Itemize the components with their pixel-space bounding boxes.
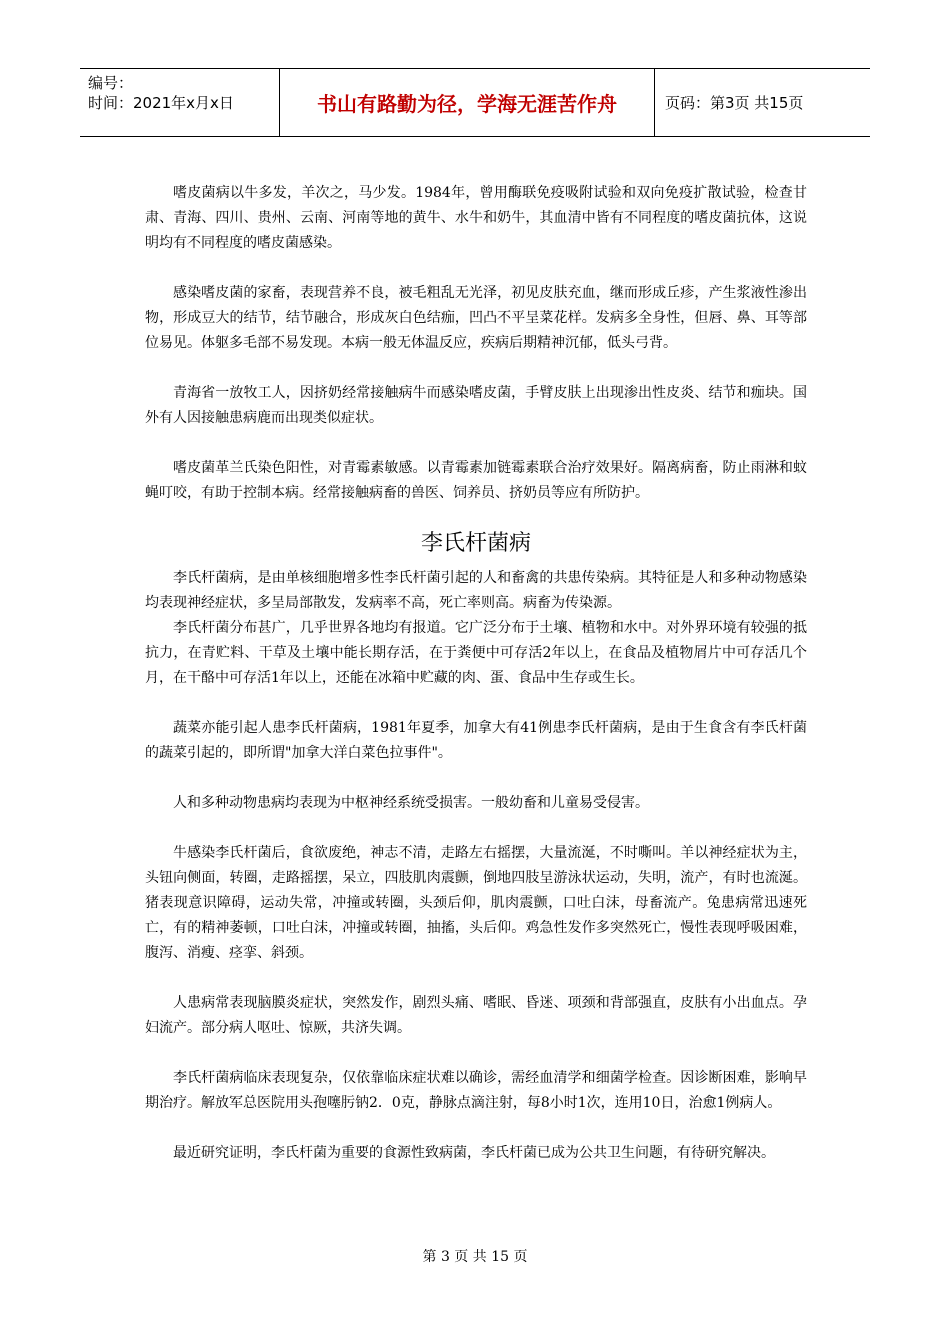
page-header <box>80 68 870 137</box>
paragraph: 嗜皮菌病以牛多发，羊次之，马少发。1984年，曾用酶联免疫吸附试验和双向免疫扩散试验，检查甘肃、青海、四川、贵州、云南、河南等地的黄牛、水牛和奶牛，其血清中皆有不同程度的嗜皮菌抗体，这说明均有不同程度的嗜皮菌感染。 <box>145 185 807 251</box>
header-motto: 书山有路勤为径，学海无涯苦作舟 <box>280 69 655 136</box>
header-meta <box>80 69 280 136</box>
date-label: 时间：2021年x月x日 <box>88 94 234 112</box>
page-footer: 第 3 页 共 15 页 <box>422 1249 528 1265</box>
paragraph: 蔬菜亦能引起人患李氏杆菌病，1981年夏季，加拿大有41例患李氏杆菌病，是由于生食含有李氏杆菌的蔬菜引起的，即所谓"加拿大洋白菜色拉事件"。 <box>145 720 807 761</box>
paragraph: 人和多种动物患病均表现为中枢神经系统受损害。一般幼畜和儿童易受侵害。 <box>173 795 649 811</box>
paragraph: 感染嗜皮菌的家畜，表现营养不良，被毛粗乱无光泽，初见皮肤充血，继而形成丘疹，产生浆液性渗出物，形成豆大的结节，结节融合，形成灰白色结痂，凹凸不平呈菜花样。发病多全身性，但唇、鼻、耳等部位易见。体躯多毛部不易发现。本病一般无体温反应，疾病后期精神沉郁，低头弓背。 <box>145 285 807 351</box>
paragraph: 李氏杆菌病，是由单核细胞增多性李氏杆菌引起的人和畜禽的共患传染病。其特征是人和多种动物感染均表现神经症状，多呈局部散发，发病率不高，死亡率则高。病畜为传染源。 <box>145 570 807 611</box>
document-body <box>145 181 807 1166</box>
section-title: 李氏杆菌病 <box>420 531 531 556</box>
paragraph: 人患病常表现脑膜炎症状，突然发作，剧烈头痛、嗜眠、昏迷、项颈和背部强直，皮肤有小出血点。孕妇流产。部分病人呕吐、惊厥，共济失调。 <box>145 995 807 1036</box>
paragraph: 李氏杆菌分布甚广，几乎世界各地均有报道。它广泛分布于土壤、植物和水中。对外界环境有较强的抵抗力，在青贮料、干草及土壤中能长期存活，在于粪便中可存活2年以上，在食品及植物屑片中可存活几个月，在干酪中可存活1年以上，还能在冰箱中贮藏的肉、蛋、食品中生存或生长。 <box>145 620 807 686</box>
header-page-info: 页码：第3页 共15页 <box>665 94 804 112</box>
paragraph: 李氏杆菌病临床表现复杂，仅依靠临床症状难以确诊，需经血清学和细菌学检查。因诊断困难，影响早期治疗。解放军总医院用头孢噻肟钠2．0克，静脉点滴注射，每8小时1次，连用10日，治愈1例病人。 <box>145 1070 807 1111</box>
paragraph: 青海省一放牧工人，因挤奶经常接触病牛而感染嗜皮菌，手臂皮肤上出现渗出性皮炎、结节和痂块。国外有人因接触患病鹿而出现类似症状。 <box>145 385 807 426</box>
number-label: 编号： <box>88 74 134 92</box>
paragraph: 嗜皮菌革兰氏染色阳性，对青霉素敏感。以青霉素加链霉素联合治疗效果好。隔离病畜，防止雨淋和蚊蝇叮咬，有助于控制本病。经常接触病畜的兽医、饲养员、挤奶员等应有所防护。 <box>145 460 807 501</box>
paragraph: 最近研究证明，李氏杆菌为重要的食源性致病菌，李氏杆菌已成为公共卫生问题，有待研究解决。 <box>173 1145 775 1161</box>
paragraph: 牛感染李氏杆菌后，食欲废绝，神志不清，走路左右摇摆，大量流涎，不时嘶叫。羊以神经症状为主，头钮向侧面，转圈，走路摇摆，呆立，四肢肌肉震颤，倒地四肢呈游泳状运动，失明，流产，有时也流涎。猪表现意识障碍，运动失常，冲撞或转圈，头颈后仰，肌肉震颤，口吐白沫，母畜流产。兔患病常迅速死亡，有的精神萎顿，口吐白沫，冲撞或转圈，抽搐，头后仰。鸡急性发作多突然死亡，慢性表现呼吸困难，腹泻、消瘦、痉挛、斜颈。 <box>145 845 807 961</box>
